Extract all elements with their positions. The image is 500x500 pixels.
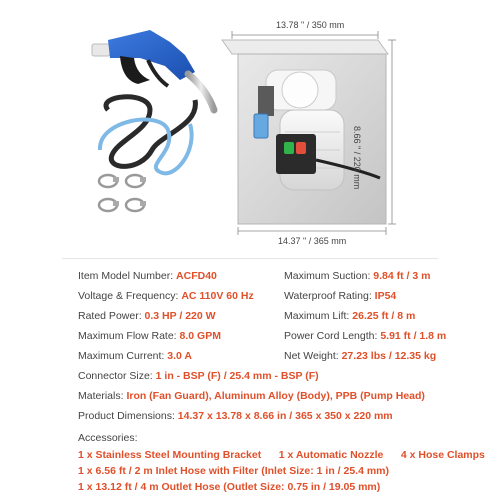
spec-item-model [78,270,217,282]
specifications [0,258,500,500]
dimension-top: 13.78 " / 350 mm [276,20,345,30]
spec-label: Maximum Suction: [284,270,371,282]
spec-value: IP54 [374,290,397,302]
spec-label: Waterproof Rating: [284,290,372,302]
spec-value: 8.0 GPM [179,330,221,342]
spec-value: 0.3 HP / 220 W [144,310,216,322]
spec-materials [78,390,425,402]
spec-label: Maximum Current: [78,350,165,362]
spec-label: Maximum Flow Rate: [78,330,177,342]
spec-rated-power [78,310,216,322]
spec-label: Item Model Number: [78,270,174,282]
spec-lift [284,310,415,322]
spec-value: 5.91 ft / 1.8 m [380,330,447,342]
spec-value: AC 110V 60 Hz [181,290,254,302]
spec-weight [284,350,436,362]
dimension-side: 8.66 " / 220 mm [352,126,362,190]
spec-label: Product Dimensions: [78,410,175,422]
dimension-bottom: 14.37 " / 365 mm [278,236,347,246]
divider [62,258,438,259]
spec-label: Net Weight: [284,350,339,362]
spec-value: 1 in - BSP (F) / 25.4 mm - BSP (F) [155,370,319,382]
spec-cord-length [284,330,446,342]
spec-flow-rate [78,330,221,342]
spec-voltage [78,290,254,302]
spec-value: 27.23 lbs / 12.35 kg [341,350,437,362]
spec-dimensions [78,410,393,422]
spec-current [78,350,192,362]
spec-value: ACFD40 [176,270,217,282]
spec-label: Connector Size: [78,370,153,382]
spec-value: Iron (Fan Guard), Aluminum Alloy (Body), PPB (Pump Head) [126,390,425,402]
spec-label: Voltage & Frequency: [78,290,179,302]
accessories-heading: Accessories: [78,432,138,444]
spec-label: Power Cord Length: [284,330,378,342]
spec-value: 9.84 ft / 3 m [373,270,431,282]
spec-suction [284,270,430,282]
spec-connector [78,370,319,382]
spec-value: 3.0 A [167,350,192,362]
spec-value: 26.25 ft / 8 m [352,310,416,322]
spec-label: Maximum Lift: [284,310,350,322]
spec-label: Materials: [78,390,124,402]
spec-waterproof [284,290,396,302]
accessories-line-2: 1 x 6.56 ft / 2 m Inlet Hose with Filter (Inlet Size: 1 in / 25.4 mm) [78,465,390,477]
accessories-line-1: 1 x Stainless Steel Mounting Bracket 1 x Automatic Nozzle 4 x Hose Clamps [78,449,485,461]
spec-label: Rated Power: [78,310,142,322]
hose-clamps [99,175,146,211]
accessories-line-3: 1 x 13.12 ft / 4 m Outlet Hose (Outlet Size: 0.75 in / 19.05 mm) [78,481,381,493]
spec-value: 14.37 x 13.78 x 8.66 in / 365 x 350 x 220 mm [177,410,393,422]
hoses [100,97,195,174]
